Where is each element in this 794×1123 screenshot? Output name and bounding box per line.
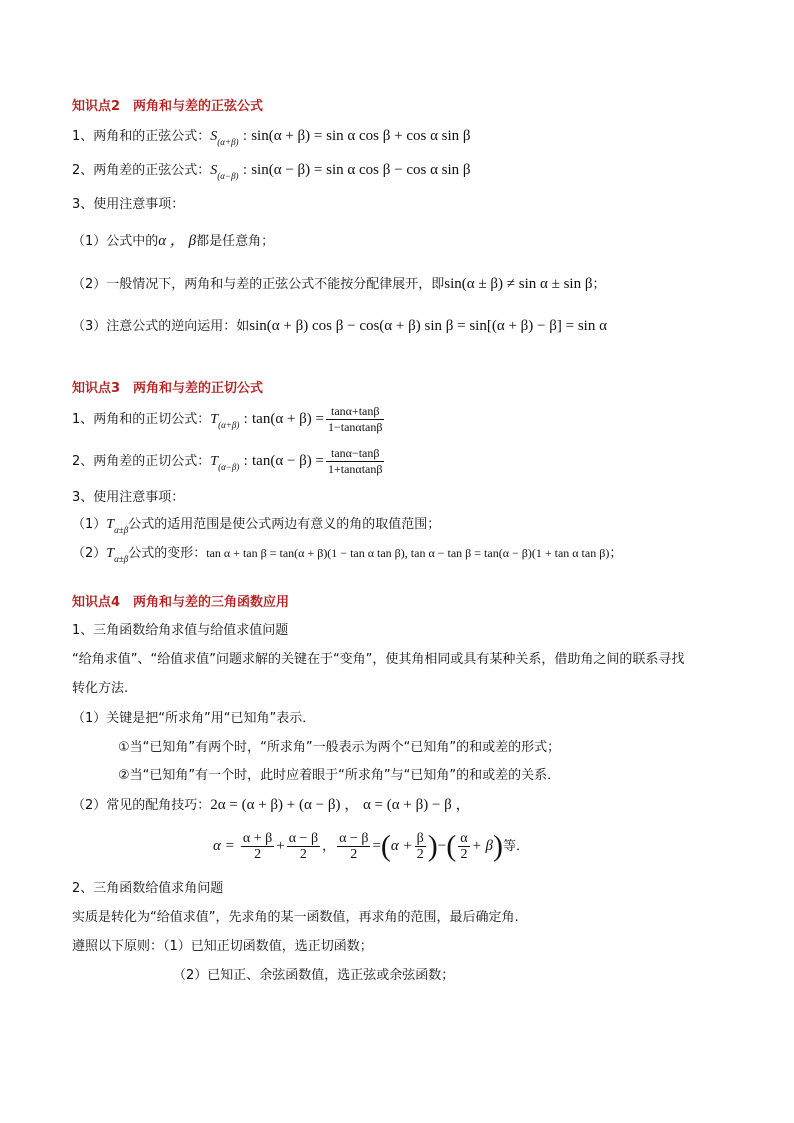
formula-symbol-t: T — [106, 546, 115, 561]
paragraph-4-10: 遵照以下原则：（1）已知正切函数值，选正切函数； — [72, 939, 373, 954]
note-text: 都是任意角； — [196, 234, 275, 249]
formula-symbol-t: T — [210, 412, 219, 427]
fraction-denominator: 2 — [299, 847, 307, 862]
formula-text: sin(α − β) = sin α cos β − cos α sin β — [251, 162, 471, 178]
angle-techniques-line — [72, 796, 471, 815]
note-text: 公式的变形： — [128, 546, 207, 561]
note-text: （2）常见的配角技巧： — [72, 798, 211, 813]
formula-symbol-s: S — [210, 129, 218, 144]
formula-text: tan(α + β) = — [252, 411, 324, 427]
note-3-2 — [72, 544, 622, 563]
note-3-1 — [72, 516, 440, 534]
item-label: 2、两角差的正弦公式： — [72, 163, 211, 178]
note-2-2 — [72, 275, 605, 294]
item-label: 2、两角差的正切公式： — [72, 454, 211, 469]
fraction-denominator: 1+tanαtanβ — [328, 462, 383, 476]
fraction-numerator: α — [460, 831, 468, 846]
fraction — [326, 446, 384, 477]
fraction — [241, 831, 274, 862]
note-math: α ， β — [158, 233, 197, 249]
formula-text: ， — [322, 839, 336, 854]
fraction-denominator: 2 — [416, 847, 424, 862]
paren-open: ( — [380, 829, 391, 863]
note-math: tan α + tan β = tan(α + β)(1 − tan α tan β), tan α − tan β = tan(α − β)(1 + tan α tan β) — [206, 546, 610, 560]
formula-subscript: (α−β) — [217, 171, 239, 181]
sine-sum-formula: 1、两角和的正弦公式：$S_{(\alpha+\beta)}$ : sin(α + β) = sin α cos β + cos α sin β — [72, 128, 471, 147]
paragraph-4-11: （2）已知正、余弦函数值，选正弦或余弦函数； — [173, 968, 455, 983]
fraction — [458, 831, 469, 862]
note-text: ； — [609, 546, 623, 561]
note-math: sin(α ± β) ≠ sin α ± sin β — [444, 276, 593, 292]
notes-title-2: 3、使用注意事项： — [72, 197, 185, 212]
fraction — [337, 831, 370, 862]
note-text: （1）公式中的 — [72, 234, 159, 249]
fraction — [287, 831, 320, 862]
angle-fractions-formula — [213, 826, 529, 867]
fraction-numerator: α − β — [288, 831, 319, 846]
sine-diff-formula: 2、两角差的正弦公式：$S_{(\alpha-\beta)}$ : sin(α − β) = sin α cos β − cos α sin β — [72, 162, 471, 181]
fraction-numerator: β — [416, 831, 424, 846]
fraction — [326, 404, 384, 435]
formula-text: tan(α − β) = — [252, 453, 324, 469]
section-heading-2: 知识点2 两角和与差的正弦公式 — [72, 99, 264, 114]
formula-symbol-t: T — [210, 454, 219, 469]
fraction-numerator: α − β — [339, 831, 369, 846]
fraction-denominator: 2 — [254, 847, 262, 862]
note-math: sin(α + β) cos β − cos(α + β) sin β = sin[(α + β) − β] = sin α — [249, 318, 607, 334]
formula-subscript: (α+β) — [217, 137, 239, 147]
paragraph-4-2: “给角求值”、“给值求值”问题求解的关键在于“变角”，使其角相同或具有某种关系，借助角之间的联系寻找 — [72, 652, 685, 667]
tan-sum-formula: 1、两角和的正切公式：$T_{(\alpha+\beta)}$ : tan(α + β) = $\frac{\tan\alpha+\tan\beta}{1-\tan\alpha\tan\beta}$ — [72, 404, 383, 434]
section-heading-4: 知识点4 两角和与差的三角函数应用 — [72, 595, 290, 610]
note-math: 2α = (α + β) + (α − β) ， α = (α + β) − β ， — [210, 797, 471, 813]
section-heading-3: 知识点3 两角和与差的正切公式 — [72, 381, 264, 396]
formula-subscript: (α+β) — [218, 420, 240, 430]
formula-text: + β — [471, 838, 493, 854]
formula-text: α = — [213, 838, 235, 854]
note-2-1 — [72, 232, 274, 251]
note-text: ； — [592, 277, 606, 292]
fraction-numerator: α + β — [242, 831, 273, 846]
paren-open: ( — [446, 829, 457, 863]
paragraph-4-5: ①当“已知角”有两个时，“所求角”一般表示为两个“已知角”的和或差的形式； — [118, 740, 561, 755]
note-text: （1） — [72, 517, 107, 532]
note-2-3 — [72, 317, 607, 336]
fraction-denominator: 2 — [350, 847, 358, 862]
paren-close: ) — [492, 829, 503, 863]
item-label: 1、两角和的正弦公式： — [72, 129, 211, 144]
paragraph-4-3: 转化方法. — [72, 681, 129, 696]
note-text: （2）一般情况下，两角和与差的正弦公式不能按分配律展开，即 — [72, 277, 445, 292]
formula-symbol-t: T — [106, 517, 115, 532]
note-text: （2） — [72, 546, 107, 561]
formula-symbol-s: S — [210, 163, 218, 178]
formula-text: 等． — [502, 839, 529, 854]
item-label: 1、两角和的正切公式： — [72, 412, 211, 427]
fraction-denominator: 2 — [460, 847, 468, 862]
formula-subscript: α±β — [114, 554, 129, 564]
tan-diff-formula: 2、两角差的正切公式：$T_{(\alpha-\beta)}$ : tan(α − β) = $\frac{\tan\alpha-\tan\beta}{1+\tan\alpha\tan\beta}$ — [72, 446, 383, 476]
formula-text: + — [276, 838, 285, 854]
formula-text: α + — [390, 838, 413, 854]
fraction — [415, 831, 426, 862]
note-text: 公式的适用范围是使公式两边有意义的角的取值范围； — [128, 517, 441, 532]
paragraph-4-4: （1）关键是把“所求角”用“已知角”表示． — [72, 711, 316, 726]
formula-text: = — [372, 838, 381, 854]
formula-text: − — [437, 838, 447, 854]
paragraph-4-8: 2、三角函数给值求角问题 — [72, 881, 224, 896]
notes-title-3: 3、使用注意事项： — [72, 490, 185, 505]
formula-text: sin(α + β) = sin α cos β + cos α sin β — [251, 128, 471, 144]
note-text: （3）注意公式的逆向运用：如 — [72, 319, 250, 334]
fraction-numerator: tanα−tanβ — [326, 446, 384, 462]
paragraph-4-9: 实质是转化为“给值求值”，先求角的某一函数值，再求角的范围，最后确定角. — [72, 910, 519, 925]
fraction-numerator: tanα+tanβ — [326, 404, 384, 420]
paren-close: ) — [427, 829, 438, 863]
formula-subscript: (α−β) — [218, 462, 240, 472]
paragraph-4-6: ②当“已知角”有一个时，此时应着眼于“所求角”与“已知角”的和或差的关系． — [118, 768, 561, 783]
paragraph-4-1: 1、三角函数给角求值与给值求值问题 — [72, 623, 289, 638]
fraction-denominator: 1−tanαtanβ — [328, 420, 383, 434]
formula-subscript: α±β — [114, 525, 129, 535]
